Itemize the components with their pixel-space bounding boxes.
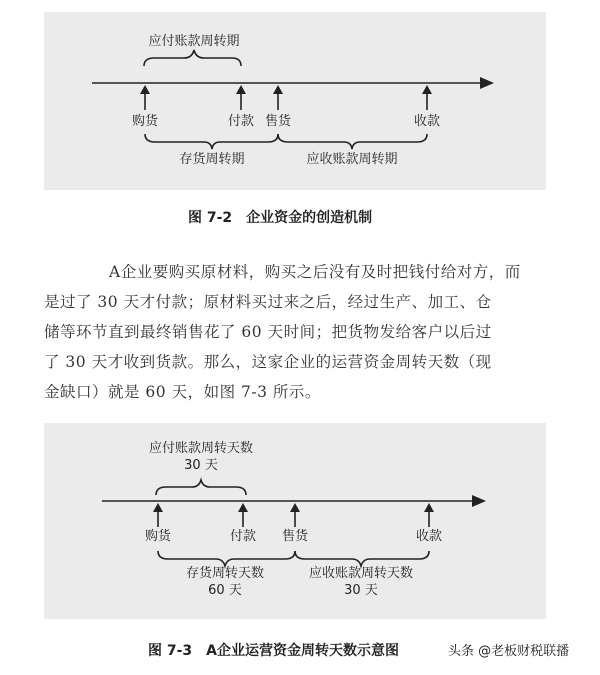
receivables-brace — [278, 134, 427, 149]
watermark: 头条 @老板财税联播 — [448, 644, 570, 659]
receivables-period-label: 应收账款周转期 — [306, 152, 398, 167]
payables-period-label: 应付账款周转期 — [148, 34, 240, 49]
inventory-brace — [145, 134, 278, 149]
sale-label: 售货 — [264, 114, 292, 129]
purchase-label: 购货 — [131, 114, 159, 129]
payables-brace — [156, 480, 246, 495]
inventory-days-value: 60 天 — [208, 583, 242, 598]
figure-7-2-panel — [44, 12, 546, 190]
payables-brace — [144, 50, 241, 66]
figure-7-3-diagram — [44, 423, 546, 619]
collection-label: 收款 — [415, 529, 443, 544]
payables-days-label: 应付账款周转天数 — [148, 441, 254, 456]
receivables-days-label: 应收账款周转天数 — [308, 566, 414, 581]
paragraph-line: 金缺口）就是 60 天，如图 7-3 所示。 — [44, 383, 321, 401]
figure-7-2-diagram — [44, 12, 546, 190]
paragraph-line: A企业要购买原材料，购买之后没有及时把钱付给对方，而 — [109, 263, 521, 281]
figure-7-3-panel — [44, 423, 546, 619]
figure-7-3-caption: 图 7-3 A企业运营资金周转天数示意图 — [148, 643, 400, 659]
receivables-brace — [295, 551, 429, 566]
paragraph-line: 储等环节直到最终销售花了 60 天时间；把货物发给客户以后过 — [44, 323, 492, 341]
purchase-label: 购货 — [144, 529, 172, 544]
sale-label: 售货 — [281, 529, 309, 544]
figure-7-2-caption: 图 7-2 企业资金的创造机制 — [188, 210, 373, 226]
inventory-brace — [158, 551, 295, 566]
payment-label: 付款 — [229, 529, 257, 544]
payment-label: 付款 — [227, 114, 255, 129]
inventory-period-label: 存货周转期 — [179, 152, 245, 167]
body-paragraph — [44, 257, 552, 407]
paragraph-line: 是过了 30 天才付款；原材料买过来之后，经过生产、加工、仓 — [44, 293, 492, 311]
collection-label: 收款 — [413, 114, 441, 129]
paragraph-line: 了 30 天才收到货款。那么，这家企业的运营资金周转天数（现 — [44, 353, 492, 371]
receivables-days-value: 30 天 — [344, 583, 378, 598]
inventory-days-label: 存货周转天数 — [185, 566, 265, 581]
payables-days-value: 30 天 — [184, 458, 218, 473]
